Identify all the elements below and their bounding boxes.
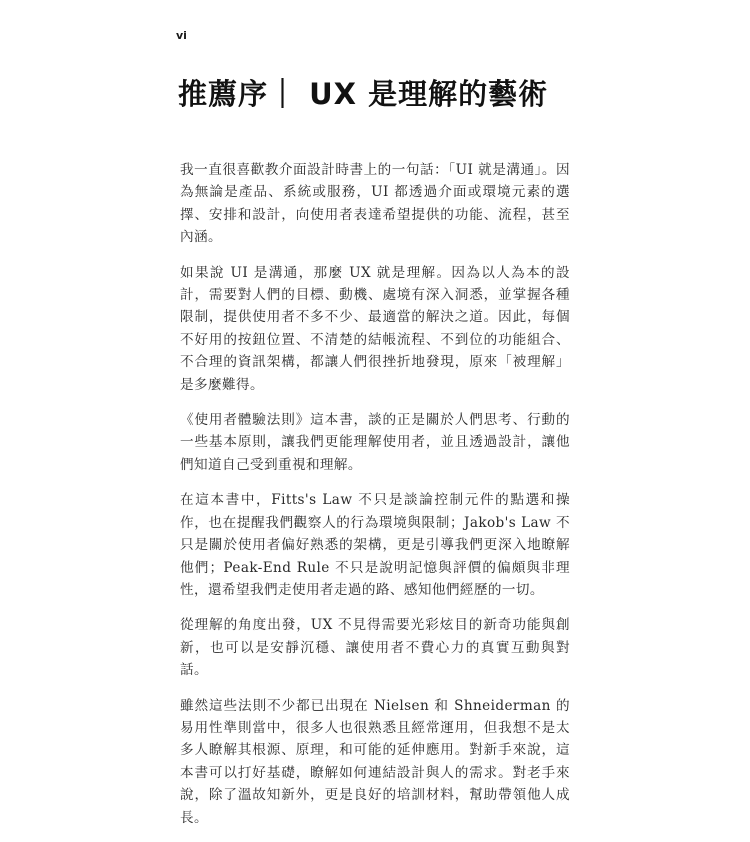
paragraph: 如果說 UI 是溝通，那麼 UX 就是理解。因為以人為本的設計，需要對人們的目標、動機、處境有深入洞悉，並掌握各種限制，提供使用者不多不少、最適當的解決之道。因此，每個不好用的按鈕位置、不清楚的結帳流程、不到位的功能組合、不合理的資訊架構，都讓人們很挫折地發現，原來「被理解」是多麼難得。 — [180, 264, 570, 393]
paragraph: 雖然這些法則不少都已出現在 Nielsen 和 Shneiderman 的易用性準則當中，很多人也很熟悉且經常運用，但我想不是太多人瞭解其根源、原理，和可能的延伸應用。對新手來說，這本書可以打好基礎，瞭解如何連結設計與人的需求。對老手來說，除了溫故知新外，更是良好的培訓材料，幫助帶領他人成長。 — [180, 697, 570, 826]
paragraph: 從理解的角度出發，UX 不見得需要光彩炫目的新奇功能與創新，也可以是安靜沉穩、讓使用者不費心力的真實互動與對話。 — [180, 617, 570, 679]
paragraph: 在這本書中，Fitts's Law 不只是談論控制元件的點選和操作，也在提醒我們觀察人的行為環境與限制；Jakob's Law 不只是關於使用者偏好熟悉的架構，更是引導我們更深入地瞭解他們；Peak-End Rule 不只是說明記憶與評價的偏頗與非理性，還希望我們走使用者走過的路、感知他們經歷的一切。 — [180, 492, 570, 598]
body-text — [180, 159, 570, 842]
paragraph: 《使用者體驗法則》這本書，談的正是關於人們思考、行動的一些基本原則，讓我們更能理解使用者，並且透過設計，讓他們知道自己受到重視和理解。 — [180, 412, 570, 473]
page-title: 推薦序｜ UX 是理解的藝術 — [178, 77, 549, 111]
page-number: vi — [176, 29, 187, 42]
paragraph: 我一直很喜歡教介面設計時書上的一句話：「UI 就是溝通」。因為無論是產品、系統或服務，UI 都透過介面或環境元素的選擇、安排和設計，向使用者表達希望提供的功能、流程，甚至內涵。 — [180, 162, 570, 246]
